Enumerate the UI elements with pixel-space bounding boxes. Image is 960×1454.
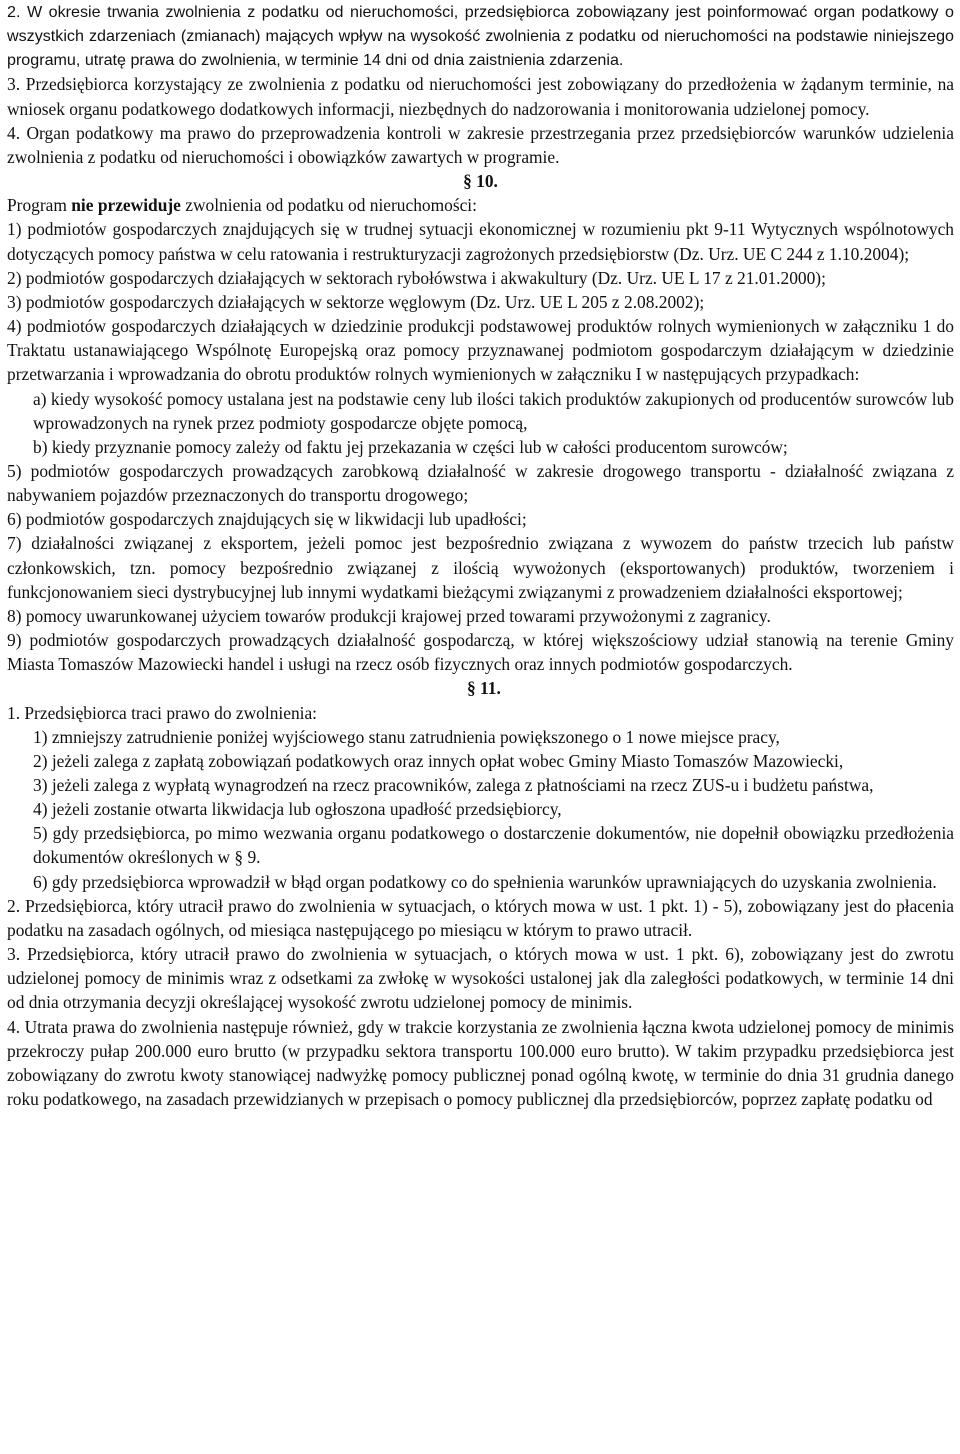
list-item: 1) podmiotów gospodarczych znajdujących się w trudnej sytuacji ekonomicznej w rozumieniu pkt 9-11 Wytycznych wspólnotowych dotyczących pomocy państwa w celu ratowania i restrukturyzacji zagrożonych przedsiębiorstw (Dz. Urz. UE C 244 z 1.10.2004); <box>7 219 954 264</box>
sub-list-item: 2) jeżeli zalega z zapłatą zobowiązań podatkowych oraz innych opłat wobec Gminy Miasto Tomaszów Mazowiecki, <box>33 750 844 771</box>
intro-text-bold: nie przewiduje <box>71 195 181 216</box>
list-item: 5) podmiotów gospodarczych prowadzących zarobkową działalność w zakresie drogowego transportu - działalność związana z nabywaniem pojazdów przeznaczonych do transportu drogowego; <box>7 460 954 506</box>
sub-list-item: 1) zmniejszy zatrudnienie poniżej wyjściowego stanu zatrudnienia powiększonego o 1 nowe miejsce pracy, <box>33 726 780 747</box>
section-10-intro <box>7 193 954 217</box>
sub-list-item: b) kiedy przyznanie pomocy zależy od faktu jej przekazania w części lub w całości producentom surowców; <box>33 436 788 457</box>
section-11-heading: § 11. <box>467 678 501 699</box>
list-item: 3) podmiotów gospodarczych działających w sektorze węglowym (Dz. Urz. UE L 205 z 2.08.2002); <box>7 291 705 312</box>
intro-text-a: Program <box>7 195 72 216</box>
list-item: 7) działalności związanej z eksportem, jeżeli pomoc jest bezpośrednio związana z wywozem do państw trzecich lub państw członkowskich, tzn. pomocy bezpośrednio związanej z ilością wywożonych (eksportowanych) produktów, tworzeniem i funkcjonowaniem sieci dystrybucyjnej lub innymi wydatkami bieżącymi związanymi z prowadzeniem działalności eksportowej; <box>7 533 954 602</box>
section-11-paragraph-1: 1. Przedsiębiorca traci prawo do zwolnienia: <box>7 702 318 723</box>
sub-list-item: 3) jeżeli zalega z wypłatą wynagrodzeń na rzecz pracowników, zalega z płatnościami na rzecz ZUS-u i budżetu państwa, <box>33 775 874 795</box>
list-item: 6) podmiotów gospodarczych znajdujących się w likwidacji lub upadłości; <box>7 509 527 530</box>
paragraph-2: 2. W okresie trwania zwolnienia z podatku od nieruchomości, przedsiębiorca zobowiązany jest poinformować organ podatkowy o wszystkich zdarzeniach (zmianach) mających wpływ na wysokość zwolnienia z podatku od nieruchomości na podstawie niniejszego programu, utratę prawa do zwolnienia, w terminie 14 dni od dnia zaistnienia zdarzenia. <box>7 3 954 70</box>
section-11-paragraph-2: 2. Przedsiębiorca, który utracił prawo do zwolnienia w sytuacjach, o których mowa w ust. 1 pkt. 1) - 5), zobowiązany jest do płacenia podatku na zasadach ogólnych, od miesiąca następującego po miesiącu w którym to prawo utracił. <box>7 895 954 940</box>
sub-list-item: 4) jeżeli zostanie otwarta likwidacja lub ogłoszona upadłość przedsiębiorcy, <box>33 799 562 820</box>
list-item: 9) podmiotów gospodarczych prowadzących działalność gospodarczą, w której większościowy udział stanowią na terenie Gminy Miasta Tomaszów Mazowiecki handel i usługi na rzecz osób fizycznych oraz innych podmiotów gospodarczych. <box>7 630 954 675</box>
list-item: 4) podmiotów gospodarczych działających w dziedzinie produkcji podstawowej produktów rolnych wymienionych w załączniku 1 do Traktatu ustanawiającego Wspólnotę Europejską oraz pomocy przyznawanej podmiotom gospodarczym działającym w dziedzinie przetwarzania i wprowadzania do obrotu produktów rolnych wymienionych w załączniku I w następujących przypadkach: <box>7 316 954 385</box>
paragraph-4: 4. Organ podatkowy ma prawo do przeprowadzenia kontroli w zakresie przestrzegania przez przedsiębiorców warunków udzielenia zwolnienia z podatku od nieruchomości i obowiązków zawartych w programie. <box>7 122 954 167</box>
paragraph-3: 3. Przedsiębiorca korzystający ze zwolnienia z podatku od nieruchomości jest zobowiązany do przedłożenia w żądanym terminie, na wniosek organu podatkowego dodatkowych informacji, niezbędnych do nadzorowania i monitorowania udzielonej pomocy. <box>7 74 954 119</box>
section-11-paragraph-3: 3. Przedsiębiorca, który utracił prawo do zwolnienia w sytuacjach, o których mowa w ust. 1 pkt. 6), zobowiązany jest do zwrotu udzielonej pomocy de minimis wraz z odsetkami za zwłokę w wysokości ustalonej jak dla zaległości podatkowych, w terminie 14 dni od dnia otrzymania decyzji określającej wysokość zwrotu udzielonej pomocy de minimis. <box>7 944 954 1013</box>
sub-list-item: 6) gdy przedsiębiorca wprowadził w błąd organ podatkowy co do spełnienia warunków uprawniających do uzyskania zwolnienia. <box>33 871 937 892</box>
intro-text-c: zwolnienia od podatku od nieruchomości: <box>180 195 477 216</box>
list-item: 8) pomocy uwarunkowanej użyciem towarów produkcji krajowej przed towarami przywożonymi z zagranicy. <box>7 605 771 626</box>
sub-list-item: 5) gdy przedsiębiorca, po mimo wezwania organu podatkowego o dostarczenie dokumentów, nie dopełnił obowiązku przedłożenia dokumentów określonych w § 9. <box>33 823 954 868</box>
list-item: 2) podmiotów gospodarczych działających w sektorach rybołówstwa i akwakultury (Dz. Urz. UE L 17 z 21.01.2000); <box>7 267 826 288</box>
sub-list-item: a) kiedy wysokość pomocy ustalana jest na podstawie ceny lub ilości takich produktów zakupionych od producentów surowców lub wprowadzonych na rynek przez podmioty gospodarcze objęte pomocą, <box>33 388 954 433</box>
section-10-heading: § 10. <box>463 171 498 192</box>
section-11-paragraph-4: 4. Utrata prawa do zwolnienia następuje również, gdy w trakcie korzystania ze zwolnienia łączna kwota udzielonej pomocy de minimis przekroczy pułap 200.000 euro brutto (w przypadku sektora transportu 100.000 euro brutto). W takim przypadku przedsiębiorca jest zobowiązany do zwrotu kwoty stanowiącej nadwyżkę pomocy publicznej ponad ogólną kwotę, w terminie do dnia 31 grudnia danego roku podatkowego, na zasadach przewidzianych w przepisach o pomocy publicznej dla przedsiębiorców, poprzez zapłatę podatku od <box>7 1016 954 1110</box>
